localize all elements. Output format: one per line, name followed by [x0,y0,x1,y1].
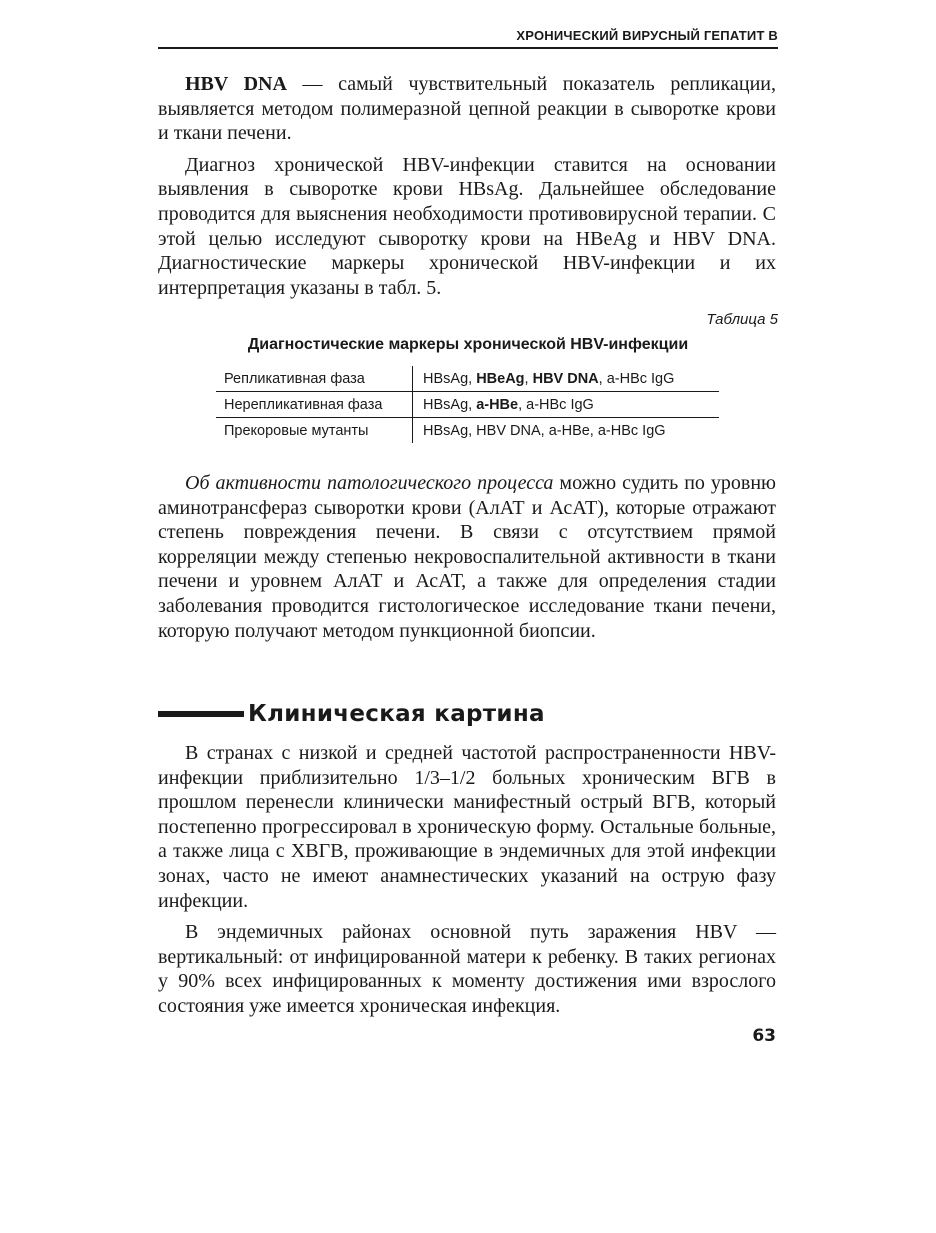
paragraph-clinical-2: В эндемичных районах основной путь заражения HBV — вертикальный: от инфицированной матери к ребенку. В таких регионах у 90% всех инфицированных к моменту достижения ими взрослого состояния уже имеется хроническая инфекция. [158,921,776,1017]
marker-text: , a-HBc IgG [598,370,675,387]
intro-text [158,72,776,300]
marker-text: HBsAg, [423,396,477,413]
markers-cell [413,366,720,392]
paragraph-clinical-1: В странах с низкой и средней частотой распространенности HBV-инфекции приблизительно 1/3–1/2 больных хроническим ВГВ в прошлом перенесли клинически манифестный острый ВГВ, который постепенно прогрессировал в хроническую форму. Остальные больные, а также лица с ХВГВ, проживающие в эндемичных для этой инфекции зонах, часто не имеют анамнестических указаний на острую фазу инфекции. [158,742,776,912]
table-row [216,392,719,418]
clinical-text [158,741,776,1019]
marker-text: , a-HBc IgG [518,396,594,413]
term-hbv-dna: HBV DNA [185,73,287,95]
table-row [216,366,719,392]
marker-text: HBsAg, [423,370,477,387]
italic-lead: Об активности патологического процесса [185,472,554,494]
activity-text [158,471,776,643]
marker-bold: a-HBe [476,396,519,413]
section-heading [158,701,545,727]
page-number: 63 [752,1026,776,1046]
paragraph-activity [158,471,776,643]
running-head: ХРОНИЧЕСКИЙ ВИРУСНЫЙ ГЕПАТИТ В [516,28,778,43]
table-label: Таблица 5 [706,311,778,328]
phase-cell: Прекоровые мутанты [216,418,413,444]
heading-text: Клиническая картина [248,701,545,727]
markers-cell [413,392,720,418]
phase-cell: Нерепликативная фаза [216,392,413,418]
header-rule [158,47,778,49]
marker-text: , [524,370,533,387]
table-title: Диагностические маркеры хронической HBV-инфекции [247,336,689,353]
paragraph-text: можно судить по уровню аминотрансфераз сыворотки крови (АлАТ и АсАТ), которые отражают степень повреждения печени. В связи с отсутствием прямой корреляции между степенью некровоспалительной активности в ткани печени и уровнем АлАТ и АсАТ, а также для определения стадии заболевания проводится гистологическое исследование ткани печени, которую получают методом пункционной биопсии. [158,472,776,642]
markers-table [216,366,719,443]
paragraph-diagnosis: Диагноз хронической HBV-инфекции ставится на основании выявления в сыворотке крови HBsAg. Дальнейшее обследование проводится для выяснения необходимости противовирусной терапии. С этой целью исследуют сыворотку крови на HBeAg и HBV DNA. Диагностические маркеры хронической HBV-инфекции и их интерпретация указаны в табл. 5. [158,153,776,299]
marker-text: HBsAg, HBV DNA, a-HBe, a-HBc IgG [423,422,666,439]
paragraph-hbv-dna [158,72,776,146]
markers-cell [413,418,720,444]
table-row [216,418,719,444]
paragraph-text: — самый чувствительный показатель репликации, выявляется методом полимеразной цепной реакции в сыворотке крови и ткани печени. [158,73,776,145]
marker-bold: HBV DNA [532,370,599,387]
phase-cell: Репликативная фаза [216,366,413,392]
heading-bar [158,711,244,717]
marker-bold: HBeAg [476,370,525,387]
